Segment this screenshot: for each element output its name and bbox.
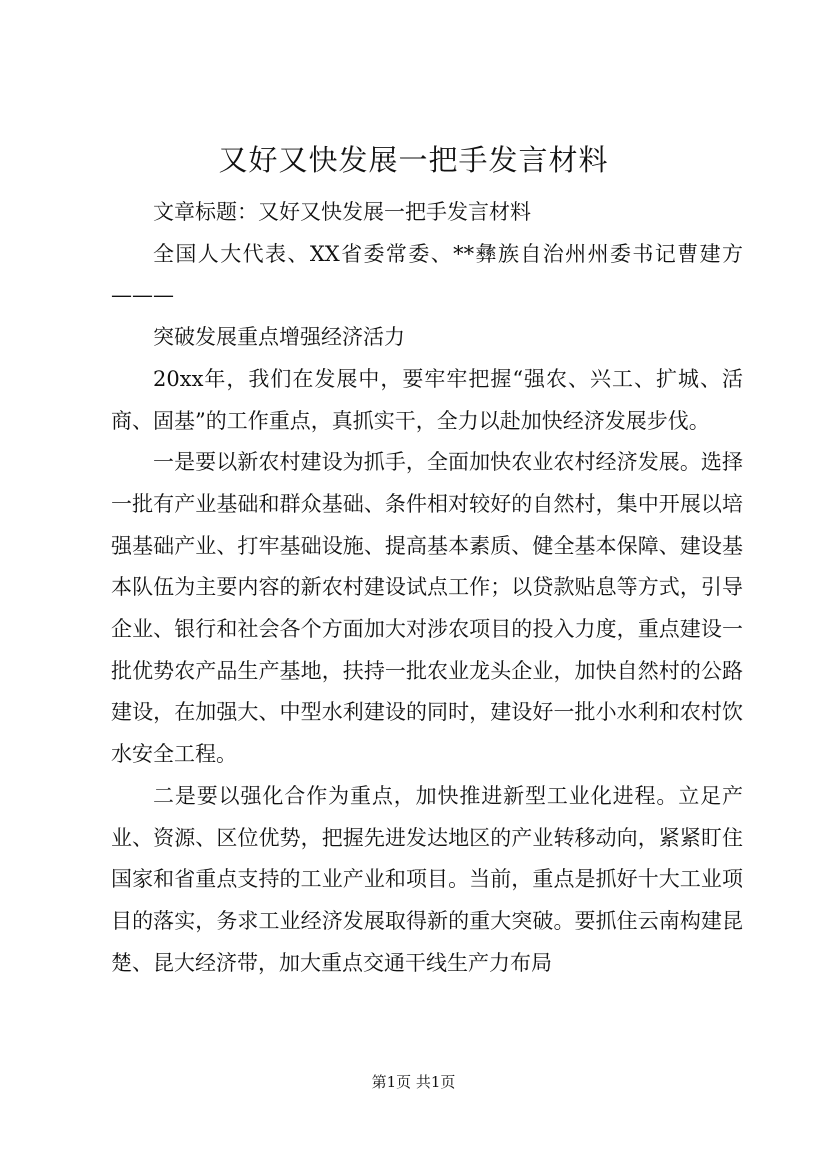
document-body <box>111 192 743 984</box>
article-title-line: 文章标题：又好又快发展一把手发言材料 <box>153 200 531 224</box>
document-title: 又好又快发展一把手发言材料 <box>218 143 609 177</box>
paragraph: 二是要以强化合作为重点，加快推进新型工业化进程。立足产业、资源、区位优势，把握先进发达地区的产业转移动向，紧紧盯住国家和省重点支持的工业产业和项目。当前，重点是抓好十大工业项目的落实，务求工业经济发展取得新的重大突破。要抓住云南构建昆楚、昆大经济带，加大重点交通干线生产力布局 <box>111 783 743 975</box>
paragraph: 20xx年，我们在发展中，要牢牢把握“强农、兴工、扩城、活商、固基”的工作重点，真抓实干，全力以赴加快经济发展步伐。 <box>111 366 743 433</box>
paragraph: 一是要以新农村建设为抓手，全面加快农业农村经济发展。选择一批有产业基础和群众基础、条件相对较好的自然村，集中开展以培强基础产业、打牢基础设施、提高基本素质、健全基本保障、建设基本队伍为主要内容的新农村建设试点工作；以贷款贴息等方式，引导企业、银行和社会各个方面加大对涉农项目的投入力度，重点建设一批优势农产品生产基地，扶持一批农业龙头企业，加快自然村的公路建设，在加强大、中型水利建设的同时，建设好一批小水利和农村饮水安全工程。 <box>111 450 743 767</box>
section-heading: 突破发展重点增强经济活力 <box>153 325 405 350</box>
page-number-footer: 第1页 共1页 <box>371 1073 456 1091</box>
author-line: 全国人大代表、XX省委常委、**彝族自治州州委书记曹建方——— <box>111 241 743 308</box>
